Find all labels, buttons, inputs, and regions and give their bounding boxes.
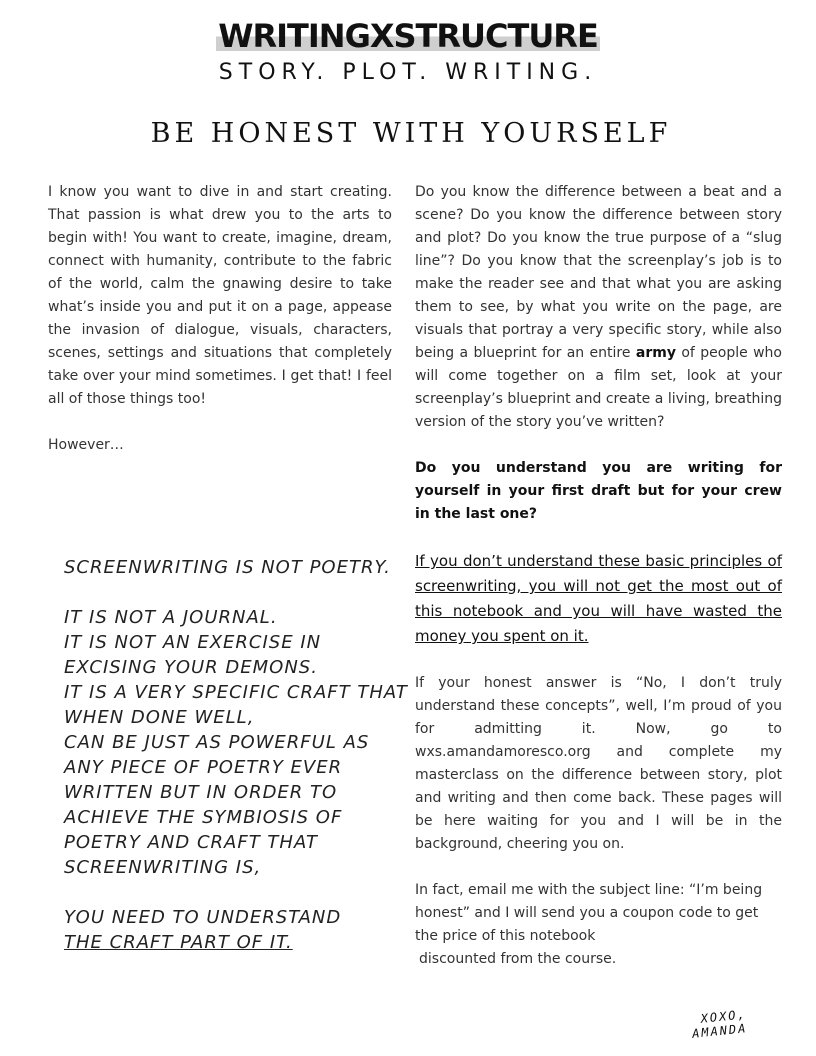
warning-paragraph: If you don’t understand these basic principles of screenwriting, you will not get the most out of this notebook and you will have wasted the money you spent on it. [415, 552, 782, 645]
callout-line: YOU NEED TO UNDERSTAND [64, 907, 342, 928]
email-paragraph [415, 879, 782, 971]
brand-header [0, 18, 816, 54]
callout-line: IT IS NOT A JOURNAL. [64, 607, 278, 628]
tagline: STORY. PLOT. WRITING. [218, 60, 598, 85]
callout-line: SCREENWRITING IS NOT POETRY. [64, 557, 391, 578]
emphasis-word: army [635, 345, 676, 361]
right-column [415, 181, 782, 971]
signature-line2: AMANDA [691, 1021, 748, 1041]
callout-line: CAN BE JUST AS POWERFUL AS ANY PIECE OF POETRY EVER WRITTEN BUT IN ORDER TO ACHIEVE THE SYMBIOSIS OF POETRY AND CRAFT THAT SCREENWRITING IS, [64, 732, 370, 878]
however-text: However… [48, 437, 124, 453]
callout-block [64, 555, 409, 955]
callout-line-underlined: THE CRAFT PART OF IT. [64, 932, 293, 953]
signature-line1: XOXO, [699, 1007, 748, 1026]
email-text-line2: discounted from the course. [419, 951, 617, 967]
questions-text-b: of people who will come together on a film set, look at your screenplay’s blueprint and create a living, breathing version of the story you’ve written? [415, 345, 782, 430]
questions-text-a: Do you know the difference between a beat and a scene? Do you know the difference between story and plot? Do you know the true purpose of a “slug line”? Do you know that the screenplay’s job is to make the reader see and that what you are asking them to see, by what you write on the page, are visuals that portray a very specific story, while also being a blueprint for an entire [415, 184, 782, 361]
intro-paragraph: I know you want to dive in and start creating. That passion is what drew you to the arts to begin with! You want to create, imagine, dream, connect with humanity, contribute to the fabric of the world, calm the gnawing desire to take what’s inside you and put it on a page, appease the invasion of dialogue, visuals, characters, scenes, settings and situations that completely take over your mind sometimes. I get that! I feel all of those things too! [48, 184, 392, 407]
callout-line: IT IS NOT AN EXERCISE IN EXCISING YOUR DEMONS. [64, 632, 322, 678]
questions-paragraph [415, 181, 782, 434]
crew-question: Do you understand you are writing for yourself in your first draft but for your crew in the last one? [415, 460, 782, 522]
left-column [48, 181, 392, 457]
callout-line: IT IS A VERY SPECIFIC CRAFT THAT WHEN DONE WELL, [64, 682, 408, 728]
email-text-line1: In fact, email me with the subject line: “I’m being honest” and I will send you a coupon code to get the price of this notebook [415, 882, 763, 944]
honest-answer-paragraph: If your honest answer is “No, I don’t truly understand these concepts”, well, I’m proud of you for admitting it. Now, go to wxs.amandamoresco.org and complete my masterclass on the difference between story, plot and writing and then come back. These pages will be here waiting for you and I will be in the background, cheering you on. [415, 675, 782, 852]
page-title: BE HONEST WITH YOURSELF [150, 118, 672, 149]
signature [690, 1007, 749, 1041]
brand-logo-text: WRITINGXSTRUCTURE [218, 17, 598, 55]
